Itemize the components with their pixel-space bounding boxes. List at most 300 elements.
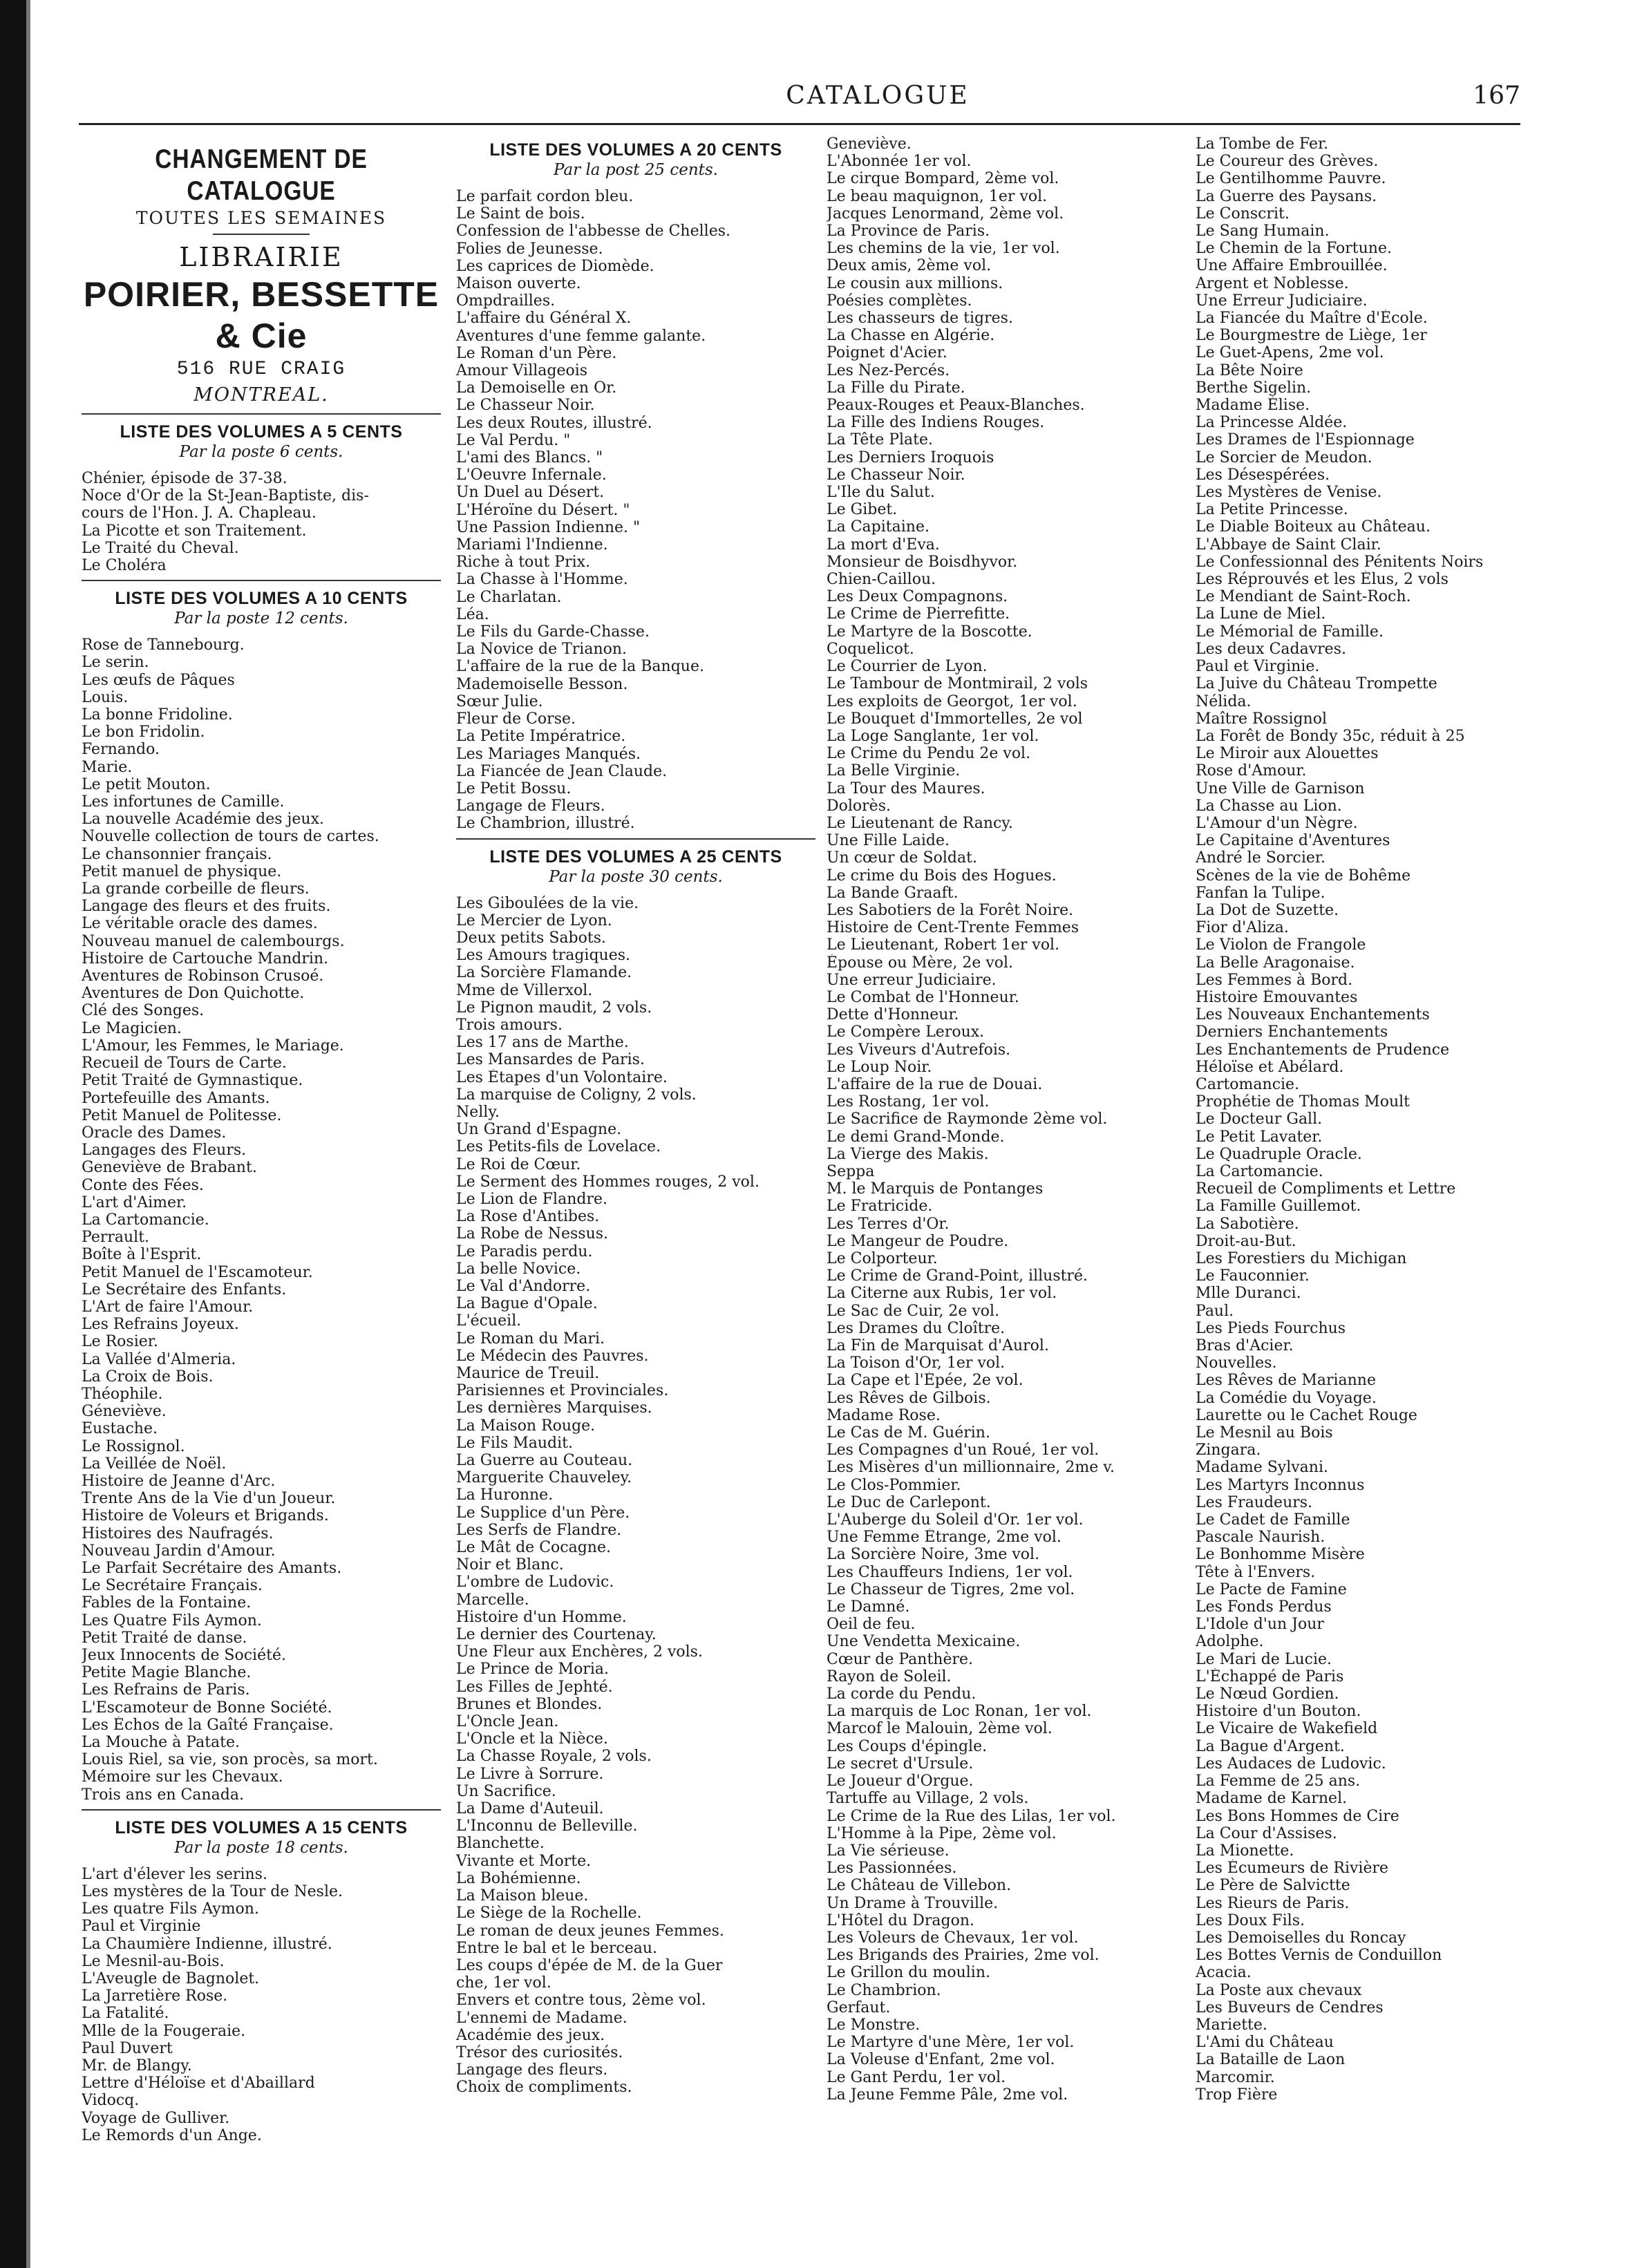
list-item: Amour Villageois xyxy=(456,362,588,380)
list-item: Fior d'Aliza. xyxy=(1196,919,1289,937)
list-item: Le Bouquet d'Immortelles, 2e vol xyxy=(827,710,1083,728)
list-item: Poésies complètes. xyxy=(827,292,972,310)
list-item: Fleur de Corse. xyxy=(456,710,576,728)
list-item: Monsieur de Boisdhyvor. xyxy=(827,553,1018,571)
list-item: Trois ans en Canada. xyxy=(82,1786,244,1804)
list-item: Jeux Innocents de Société. xyxy=(82,1647,286,1664)
list-item: Un Sacrifice. xyxy=(456,1782,556,1800)
list-item: Coquelicot. xyxy=(827,640,914,658)
list-item: L'affaire du Général X. xyxy=(456,310,632,328)
list-item: Le Choléra xyxy=(82,557,167,575)
list-item: Le Damné. xyxy=(827,1598,910,1616)
list-item: Académie des jeux. xyxy=(456,2026,605,2044)
list-item: Dette d'Honneur. xyxy=(827,1006,959,1024)
list-item: Marcomir. xyxy=(1196,2068,1275,2086)
list-item: Langage des fleurs. xyxy=(456,2061,608,2079)
list-item: Le Bonhomme Misère xyxy=(1196,1546,1365,1564)
list-item: Fables de la Fontaine. xyxy=(82,1594,252,1612)
list-item: Portefeuille des Amants. xyxy=(82,1089,270,1107)
list-item: Petit Traité de Gymnastique. xyxy=(82,1072,303,1090)
list-item: Les Nez-Percés. xyxy=(827,361,950,379)
list-item: Le Mercier de Lyon. xyxy=(456,911,612,929)
list-item: La corde du Pendu. xyxy=(827,1685,976,1703)
list-item: Les Rêves de Marianne xyxy=(1196,1372,1376,1390)
list-item: L'affaire de la rue de la Banque. xyxy=(456,658,704,676)
list-item: Les Terres d'Or. xyxy=(827,1215,950,1233)
list-item: Le Lieutenant de Rancy. xyxy=(827,814,1013,832)
list-item: La Chasse au Lion. xyxy=(1196,797,1342,815)
list-item: La Citerne aux Rubis, 1er vol. xyxy=(827,1285,1057,1303)
list-item: Le Monstre. xyxy=(827,2016,921,2034)
list-item: Le Conscrit. xyxy=(1196,205,1290,223)
list-item: Le Miroir aux Alouettes xyxy=(1196,745,1379,763)
list-item: Mlle de la Fougeraie. xyxy=(82,2022,246,2040)
list-20-cents xyxy=(456,188,815,833)
list-item: Le dernier des Courtenay. xyxy=(456,1626,657,1644)
list-item: La Rose d'Antibes. xyxy=(456,1208,600,1226)
list-item: Le Fils Maudit. xyxy=(456,1434,574,1452)
list-item: Héloïse et Abélard. xyxy=(1196,1058,1344,1076)
list-item: La Cour d'Assises. xyxy=(1196,1824,1337,1842)
list-item: Deux petits Sabots. xyxy=(456,929,606,947)
list-item: Le Sac de Cuir, 2e vol. xyxy=(827,1302,1000,1320)
list-item: Les chasseurs de tigres. xyxy=(827,310,1013,328)
list-item: Une Passion Indienne. " xyxy=(456,518,641,536)
list-item: La Maison Rouge. xyxy=(456,1417,596,1435)
list-item: Mr. de Blangy. xyxy=(82,2057,192,2075)
list-item: Seppa xyxy=(827,1162,875,1180)
list-item: Pascale Naurish. xyxy=(1196,1529,1325,1547)
list-item: Géneviève. xyxy=(82,1403,167,1421)
list-item: Droit-au-But. xyxy=(1196,1232,1296,1250)
list-item: Zingara. xyxy=(1196,1442,1261,1459)
list-item: Le Petit Bossu. xyxy=(456,779,572,797)
list-item: Le Sacrifice de Raymonde 2ème vol. xyxy=(827,1111,1108,1128)
list-item: Le Cas de M. Guérin. xyxy=(827,1424,990,1442)
list-item: L'Oncle et la Nièce. xyxy=(456,1730,608,1748)
list-item: Le Prince de Moria. xyxy=(456,1661,610,1679)
list-item: Rayon de Soleil. xyxy=(827,1667,952,1685)
list-item: Les caprices de Diomède. xyxy=(456,257,654,275)
list-item: Mademoiselle Besson. xyxy=(456,675,628,693)
list-item: Le Chambrion, illustré. xyxy=(456,815,635,833)
list-item: Le Vicaire de Wakefield xyxy=(1196,1720,1378,1738)
list-item: Mémoire sur les Chevaux. xyxy=(82,1768,283,1786)
list-item: Une Erreur Judiciaire. xyxy=(1196,292,1368,310)
list-item: Les Pieds Fourchus xyxy=(1196,1319,1346,1337)
list-item: Les Demoiselles du Roncay xyxy=(1196,1929,1406,1947)
list-item: Histoire de Cent-Trente Femmes xyxy=(827,919,1079,937)
list-item: Les Écumeurs de Rivière xyxy=(1196,1860,1389,1878)
list-item: Le Parfait Secrétaire des Amants. xyxy=(82,1559,342,1577)
list-item: Les œufs de Pâques xyxy=(82,671,235,689)
list-item: Les deux Cadavres. xyxy=(1196,640,1346,658)
list-item: Les Fonds Perdus xyxy=(1196,1598,1332,1616)
list-item: Les Bottes Vernis de Conduillon xyxy=(1196,1947,1442,1965)
list-item: Le Duc de Carlepont. xyxy=(827,1493,991,1511)
list-item: Conte des Fées. xyxy=(82,1176,204,1194)
list-item: Le Compère Leroux. xyxy=(827,1023,985,1041)
list-item: Le Courrier de Lyon. xyxy=(827,658,988,676)
list-item: Petite Magie Blanche. xyxy=(82,1664,252,1682)
list-item: L'Oeuvre Infernale. xyxy=(456,466,607,484)
list-5-cents xyxy=(82,470,441,574)
list-item: Les infortunes de Camille. xyxy=(82,793,285,811)
list-item: Le chansonnier français. xyxy=(82,845,272,863)
list-item: Les coups d'épée de M. de la Guer xyxy=(456,1956,723,1974)
list-item: Le Château de Villebon. xyxy=(827,1877,1012,1895)
list-item: Le Mesnil-au-Bois. xyxy=(82,1952,225,1970)
list-item: Le crime du Bois des Hogues. xyxy=(827,867,1057,885)
list-item: Le Pacte de Famine xyxy=(1196,1580,1347,1598)
list-item: La Province de Paris. xyxy=(827,223,990,240)
list-item: La Bête Noire xyxy=(1196,361,1303,379)
list-item: Le Martyre d'une Mère, 1er vol. xyxy=(827,2034,1075,2052)
list-item: La Loge Sanglante, 1er vol. xyxy=(827,727,1039,745)
list-item: La marquise de Coligny, 2 vols. xyxy=(456,1086,697,1104)
list-item: Une Ville de Garnison xyxy=(1196,779,1365,797)
list-item: Le Gentilhomme Pauvre. xyxy=(1196,170,1386,188)
list-item: La Tombe de Fer. xyxy=(1196,135,1329,153)
list-item: Sœur Julie. xyxy=(456,692,543,710)
list-item: Jacques Lenormand, 2ème vol. xyxy=(827,205,1064,223)
list-item: Petit Manuel de Politesse. xyxy=(82,1106,282,1124)
list-item: Le Sorcier de Meudon. xyxy=(1196,448,1372,466)
list-item: Les Quatre Fils Aymon. xyxy=(82,1612,262,1629)
list-item: Histoire d'un Homme. xyxy=(456,1608,627,1626)
list-item: Le Chemin de la Fortune. xyxy=(1196,240,1392,258)
list-item: L'art d'élever les serins. xyxy=(82,1865,267,1883)
list-item: Langage des fleurs et des fruits. xyxy=(82,898,331,916)
section-title-10-cents: LISTE DES VOLUMES A 10 CENTS xyxy=(115,589,408,609)
list-item: Le petit Mouton. xyxy=(82,775,211,793)
list-item: Petit Traité de danse. xyxy=(82,1629,247,1647)
list-item: Le Crime de Grand-Point, illustré. xyxy=(827,1267,1088,1285)
list-item: Le Guet-Apens, 2me vol. xyxy=(1196,344,1384,362)
list-item: Marie. xyxy=(82,758,133,776)
list-item: La mort d'Eva. xyxy=(827,536,940,554)
list-item: Le Charlatan. xyxy=(456,588,562,606)
list-item: Les exploits de Georgot, 1er vol. xyxy=(827,692,1077,710)
list-item: Histoires des Naufragés. xyxy=(82,1524,274,1542)
list-item: Le parfait cordon bleu. xyxy=(456,188,634,205)
list-item: Une erreur Judiciaire. xyxy=(827,971,997,989)
header-rule xyxy=(79,123,1520,125)
list-item: Le Lieutenant, Robert 1er vol. xyxy=(827,936,1060,954)
list-item: Le Martyre de la Boscotte. xyxy=(827,623,1032,641)
list-item: Le Père de Salvictte xyxy=(1196,1877,1350,1895)
list-item: Les Drames du Cloître. xyxy=(827,1319,1006,1337)
list-item: Berthe Sigelin. xyxy=(1196,379,1312,397)
list-item: Les Filles de Jephté. xyxy=(456,1678,613,1696)
list-item: Un cœur de Soldat. xyxy=(827,849,977,867)
list-item: Le Traité du Cheval. xyxy=(82,539,239,557)
list-item: L'Hôtel du Dragon. xyxy=(827,1911,974,1929)
running-title: CATALOGUE xyxy=(786,82,970,110)
section-subtitle-20-cents: Par la post 25 cents. xyxy=(553,161,718,179)
list-item: Louis. xyxy=(82,688,129,706)
list-item: Maison ouverte. xyxy=(456,275,581,293)
list-item: L'ombre de Ludovic. xyxy=(456,1574,614,1591)
list-item: Aventures d'une femme galante. xyxy=(456,327,706,345)
list-item: La marquis de Loc Ronan, 1er vol. xyxy=(827,1703,1092,1721)
section-subtitle-10-cents: Par la poste 12 cents. xyxy=(174,609,348,628)
list-item: Poignet d'Acier. xyxy=(827,344,947,362)
list-item: La Chasse à l'Homme. xyxy=(456,571,628,589)
list-item: Prophétie de Thomas Moult xyxy=(1196,1093,1410,1111)
list-item: La Voleuse d'Enfant, 2me vol. xyxy=(827,2051,1055,2069)
list-item: Les Refrains de Paris. xyxy=(82,1681,250,1699)
list-item: Les Mystères de Venise. xyxy=(1196,484,1382,502)
list-item: Le roman de deux jeunes Femmes. xyxy=(456,1922,724,1940)
section-rule xyxy=(456,838,815,840)
list-item: L'Échappé de Paris xyxy=(1196,1667,1344,1685)
list-item: Le Grillon du moulin. xyxy=(827,1964,990,1982)
list-item: Une Fleur aux Enchères, 2 vols. xyxy=(456,1643,703,1661)
list-25-cents-part-3 xyxy=(1196,135,1548,2104)
list-item: Le Coureur des Grèves. xyxy=(1196,153,1379,171)
list-item: Madame Élise. xyxy=(1196,397,1310,415)
list-item: Le Gibet. xyxy=(827,501,898,519)
list-item: Les Misères d'un millionnaire, 2me v. xyxy=(827,1459,1115,1477)
list-item: Oracle des Dames. xyxy=(82,1124,227,1142)
list-item: Vivante et Morte. xyxy=(456,1852,592,1870)
list-item: La Guerre au Couteau. xyxy=(456,1452,633,1470)
list-item: La Mouche à Patate. xyxy=(82,1734,240,1752)
list-item: La Fille des Indiens Rouges. xyxy=(827,414,1045,432)
list-item: La Fiancée du Maître d'École. xyxy=(1196,310,1428,328)
list-item: Entre le bal et le berceau. xyxy=(456,1939,658,1957)
list-item: Le Médecin des Pauvres. xyxy=(456,1347,649,1365)
list-item: La Poste aux chevaux xyxy=(1196,1981,1362,1999)
list-item: Trop Fière xyxy=(1196,2086,1278,2104)
list-item: Les Compagnes d'un Roué, 1er vol. xyxy=(827,1442,1100,1459)
list-item: Les Étapes d'un Volontaire. xyxy=(456,1068,668,1086)
list-item: Le Mari de Lucie. xyxy=(1196,1650,1332,1668)
list-item: Le Fils du Garde-Chasse. xyxy=(456,623,650,641)
list-item: Madame Sylvani. xyxy=(1196,1459,1328,1477)
list-item: L'Inconnu de Belleville. xyxy=(456,1817,638,1835)
list-item: Le Chasseur Noir. xyxy=(456,397,595,415)
list-item: Paul. xyxy=(1196,1302,1234,1320)
list-item: Nouveau Jardin d'Amour. xyxy=(82,1542,276,1560)
list-item: Le Serment des Hommes rouges, 2 vol. xyxy=(456,1173,759,1191)
list-item: La Sorcière Flamande. xyxy=(456,964,632,982)
list-item: Oeil de feu. xyxy=(827,1616,916,1634)
advert-frequency: TOUTES LES SEMAINES xyxy=(135,208,387,228)
section-subtitle-25-cents: Par la poste 30 cents. xyxy=(549,867,723,886)
section-rule xyxy=(82,1809,441,1811)
list-item: Nouveau manuel de calembourgs. xyxy=(82,932,345,950)
list-item: La Juive du Château Trompette xyxy=(1196,675,1437,693)
list-item: Les Enchantements de Prudence xyxy=(1196,1041,1450,1059)
list-item: Les Mariages Manqués. xyxy=(456,745,641,763)
list-item: Recueil de Compliments et Lettre xyxy=(1196,1180,1456,1198)
binding-spine xyxy=(0,0,26,2268)
list-item: Le Clos-Pommier. xyxy=(827,1476,961,1494)
list-item: Le Gant Perdu, 1er vol. xyxy=(827,2068,1006,2086)
list-item: Les Amours tragiques. xyxy=(456,947,631,965)
list-item: Le Chambrion. xyxy=(827,1981,941,1999)
list-item: L'Abonnée 1er vol. xyxy=(827,153,972,171)
list-item: Histoire de Voleurs et Brigands. xyxy=(82,1507,329,1525)
list-item: La Fin de Marquisat d'Aurol. xyxy=(827,1337,1049,1355)
list-item: Les Brigands des Prairies, 2me vol. xyxy=(827,1947,1100,1965)
list-item: La Dame d'Auteuil. xyxy=(456,1800,604,1818)
list-item: Les Petits-fils de Lovelace. xyxy=(456,1138,661,1156)
list-item: Les dernières Marquises. xyxy=(456,1399,652,1417)
list-item: L'art d'Aimer. xyxy=(82,1193,187,1211)
list-item: Cœur de Panthère. xyxy=(827,1650,974,1668)
list-item: M. le Marquis de Pontanges xyxy=(827,1180,1044,1198)
list-item: Argent et Noblesse. xyxy=(1196,274,1349,292)
list-item: Le Supplice d'un Père. xyxy=(456,1504,630,1522)
list-item: Le Mémorial de Famille. xyxy=(1196,623,1384,641)
list-item: La Demoiselle en Or. xyxy=(456,379,617,397)
list-item: Le Rosier. xyxy=(82,1333,158,1351)
list-item: Le Cadet de Famille xyxy=(1196,1511,1350,1529)
section-title-20-cents: LISTE DES VOLUMES A 20 CENTS xyxy=(489,140,782,160)
list-item: Aventures de Don Quichotte. xyxy=(82,985,305,1003)
list-item: Le Pignon maudit, 2 vols. xyxy=(456,999,652,1017)
list-item: Le Chasseur Noir. xyxy=(827,466,965,484)
advert-divider xyxy=(213,234,310,235)
list-item: Choix de compliments. xyxy=(456,2079,632,2097)
list-item: Histoire Émouvantes xyxy=(1196,988,1358,1006)
list-item: La Jarretière Rose. xyxy=(82,1987,228,2005)
list-item: Le Secrétaire des Enfants. xyxy=(82,1281,287,1298)
list-item: Le Rossignol. xyxy=(82,1437,185,1455)
list-item: La Belle Aragonaise. xyxy=(1196,954,1355,972)
list-item: Le Petit Lavater. xyxy=(1196,1128,1323,1146)
list-item: Trois amours. xyxy=(456,1016,563,1034)
list-item: Le Sang Humain. xyxy=(1196,223,1330,240)
advert-address: 516 RUE CRAIG xyxy=(176,359,346,380)
list-item: La Vierge des Makis. xyxy=(827,1145,989,1163)
list-item: Les Désespérées. xyxy=(1196,466,1330,484)
list-item: Noce d'Or de la St-Jean-Baptiste, dis- xyxy=(82,487,369,505)
list-item: Le Capitaine d'Aventures xyxy=(1196,832,1390,850)
list-item: L'Homme à la Pipe, 2ème vol. xyxy=(827,1824,1057,1842)
list-item: Les Échos de la Gaîté Française. xyxy=(82,1716,334,1734)
list-item: Les Chauffeurs Indiens, 1er vol. xyxy=(827,1563,1073,1581)
list-item: Le Colporteur. xyxy=(827,1250,938,1267)
list-item: L'Aveugle de Bagnolet. xyxy=(82,1970,260,1988)
list-item: Marcof le Malouin, 2ème vol. xyxy=(827,1720,1053,1738)
list-item: Marcelle. xyxy=(456,1591,529,1609)
list-item: Le cousin aux millions. xyxy=(827,274,1003,292)
list-item: Recueil de Tours de Carte. xyxy=(82,1055,287,1072)
list-item: La Fille du Pirate. xyxy=(827,379,965,397)
column-2 xyxy=(456,135,815,2097)
list-item: Scènes de la vie de Bohême xyxy=(1196,867,1411,885)
list-item: La Tête Plate. xyxy=(827,431,934,449)
list-item: Le Paradis perdu. xyxy=(456,1242,593,1260)
list-item: Mlle Duranci. xyxy=(1196,1285,1301,1303)
list-item: Les Doux Fils. xyxy=(1196,1911,1305,1929)
list-item: La Famille Guillemot. xyxy=(1196,1198,1361,1216)
list-item: La belle Novice. xyxy=(456,1260,581,1278)
list-item: La grande corbeille de fleurs. xyxy=(82,880,310,898)
list-item: La Huronne. xyxy=(456,1486,554,1504)
list-item: La Picotte et son Traitement. xyxy=(82,522,307,540)
list-item: Léa. xyxy=(456,605,489,623)
column-1 xyxy=(82,135,441,2144)
list-item: Les Serfs de Flandre. xyxy=(456,1521,622,1539)
list-item: Peaux-Rouges et Peaux-Blanches. xyxy=(827,397,1085,415)
list-item: La Chaumière Indienne, illustré. xyxy=(82,1935,332,1953)
list-item: Geneviève de Brabant. xyxy=(82,1159,257,1177)
list-item: Cartomancie. xyxy=(1196,1075,1300,1093)
page-number: 167 xyxy=(1473,82,1520,110)
list-item: Le serin. xyxy=(82,654,149,672)
list-item: Geneviève. xyxy=(827,135,912,153)
list-item: Le Violon de Frangole xyxy=(1196,936,1366,954)
list-item: Les 17 ans de Marthe. xyxy=(456,1034,629,1052)
list-item: Le Remords d'un Ange. xyxy=(82,2126,262,2144)
list-item: Nélida. xyxy=(1196,692,1252,710)
list-item: Le Mangeur de Poudre. xyxy=(827,1232,1009,1250)
list-item: La Belle Virginie. xyxy=(827,762,961,780)
list-item: La bonne Fridoline. xyxy=(82,706,233,724)
list-item: Les Martyrs Inconnus xyxy=(1196,1476,1365,1494)
list-item: Les Femmes à Bord. xyxy=(1196,971,1353,989)
list-item: Maître Rossignol xyxy=(1196,710,1328,728)
list-item: Nouvelle collection de tours de cartes. xyxy=(82,828,379,846)
list-item: Rose d'Amour. xyxy=(1196,762,1307,780)
list-item: La Dot de Suzette. xyxy=(1196,901,1339,919)
list-item: Dolorès. xyxy=(827,797,891,815)
list-item: Folies de Jeunesse. xyxy=(456,240,603,258)
list-item: L'Amour d'un Nègre. xyxy=(1196,814,1358,832)
advert-headline: CHANGEMENT DE CATALOGUE xyxy=(155,144,368,206)
list-item: Le Val d'Andorre. xyxy=(456,1277,591,1295)
list-item: Laurette ou le Cachet Rouge xyxy=(1196,1406,1417,1424)
list-item: Une Femme Étrange, 2me vol. xyxy=(827,1529,1061,1547)
list-item: Trente Ans de la Vie d'un Joueur. xyxy=(82,1490,336,1508)
list-item: che, 1er vol. xyxy=(456,1974,551,1992)
list-item: Les Rêves de Gilbois. xyxy=(827,1389,991,1407)
list-item: Riche à tout Prix. xyxy=(456,554,591,571)
list-item: Les mystères de la Tour de Nesle. xyxy=(82,1883,343,1901)
list-item: Les chemins de la vie, 1er vol. xyxy=(827,240,1060,258)
list-item: Langages des Fleurs. xyxy=(82,1142,247,1160)
list-item: L'Auberge du Soleil d'Or. 1er vol. xyxy=(827,1511,1084,1529)
list-item: La Lune de Miel. xyxy=(1196,605,1326,623)
list-item: La Cartomancie. xyxy=(82,1211,209,1229)
section-title-5-cents: LISTE DES VOLUMES A 5 CENTS xyxy=(120,422,403,442)
list-item: Les Buveurs de Cendres xyxy=(1196,1998,1384,2016)
list-item: La Tour des Maures. xyxy=(827,779,985,797)
list-item: Le Siège de la Rochelle. xyxy=(456,1905,642,1922)
list-item: Madame de Karnel. xyxy=(1196,1790,1348,1808)
list-item: Le Mât de Cocagne. xyxy=(456,1539,611,1557)
list-item: L'Oncle Jean. xyxy=(456,1713,559,1731)
list-item: Perrault. xyxy=(82,1229,150,1247)
list-item: La Capitaine. xyxy=(827,518,929,536)
section-title-15-cents: LISTE DES VOLUMES A 15 CENTS xyxy=(115,1817,408,1837)
list-item: La Vie sérieuse. xyxy=(827,1842,950,1860)
list-item: La Femme de 25 ans. xyxy=(1196,1773,1361,1790)
list-item: Les Réprouvés et les Élus, 2 vols xyxy=(1196,571,1448,589)
list-item: Le Val Perdu. " xyxy=(456,431,571,449)
section-title-25-cents: LISTE DES VOLUMES A 25 CENTS xyxy=(489,847,782,867)
list-item: Paul Duvert xyxy=(82,2039,173,2057)
list-item: Les Audaces de Ludovic. xyxy=(1196,1755,1386,1773)
list-item: L'ami des Blancs. " xyxy=(456,449,603,467)
list-item: Les Mansardes de Paris. xyxy=(456,1051,645,1069)
list-item: Les quatre Fils Aymon. xyxy=(82,1900,259,1918)
